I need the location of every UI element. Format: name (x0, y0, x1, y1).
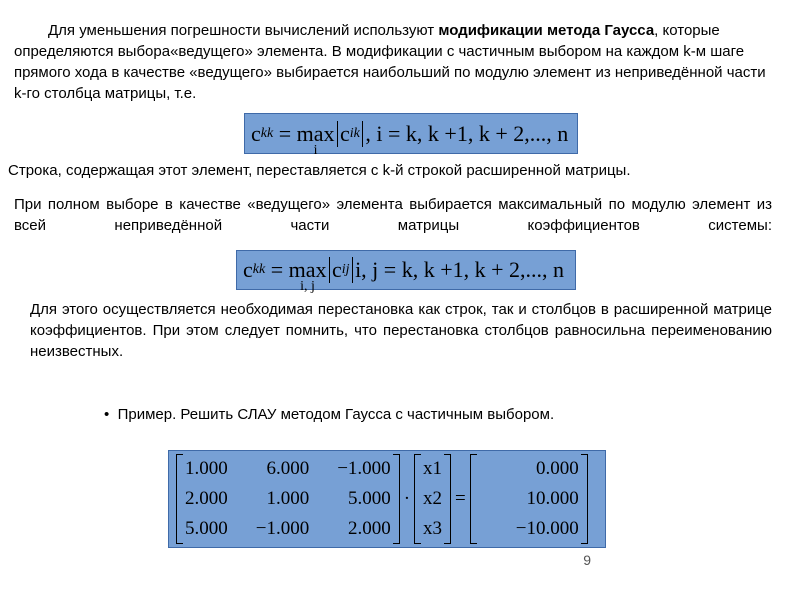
text: , которые определяются выбора«ведущего» элемента. В модификации с частичным выбором на каждом k-м шаге прямого хода в качестве «ведущего» выбирается наибольший по модулю элемент из неприведённой части k-го столбца матрицы, т.е. (14, 22, 766, 102)
row-swap-text: Строка, содержащая этот элемент, переставляется с k-й строкой расширенной матрицы. (8, 162, 631, 179)
f: i, j = k, k +1, k + 2,..., n (355, 257, 565, 282)
example-bullet (104, 404, 554, 425)
max-op (288, 257, 327, 294)
full-pivot-paragraph: При полном выборе в качестве «ведущего» элемента выбирается максимальный по модулю элемент из всей неприведённой части матрицы коэффициентов системы: (14, 196, 772, 234)
cell: 10.000 (526, 488, 579, 509)
f: = (278, 120, 292, 146)
cell: 6.000 (266, 458, 310, 479)
cell: x3 (423, 518, 443, 539)
bold-term: модификации метода Гаусса (438, 22, 655, 39)
cell: −1.000 (255, 518, 310, 539)
f: kk (252, 262, 266, 277)
f: c (251, 120, 261, 146)
f: c (332, 257, 342, 282)
cell: 0.000 (535, 458, 579, 479)
cell: 2.000 (347, 518, 391, 539)
cell: −10.000 (515, 518, 579, 539)
cell: 5.000 (347, 488, 391, 509)
f: max (288, 257, 327, 282)
cell: 1.000 (185, 458, 228, 479)
cell: 5.000 (185, 518, 228, 539)
formula-full-pivot (236, 250, 576, 294)
bullet-icon: • (104, 406, 118, 423)
f: c (340, 120, 350, 146)
text: Пример. Решить СЛАУ методом Гаусса с частичным выбором. (117, 406, 555, 423)
cell: −1.000 (337, 458, 391, 479)
unknowns-vector (414, 454, 451, 544)
dot: · (403, 488, 411, 509)
max-op (296, 120, 335, 158)
f: c (243, 257, 253, 282)
formula-partial-pivot (244, 113, 578, 158)
f: i, j (300, 279, 315, 294)
f: i (313, 142, 318, 158)
cell: 2.000 (185, 488, 228, 509)
cell: 1.000 (266, 488, 310, 509)
f: ik (349, 125, 360, 141)
equals: = (455, 488, 466, 509)
f: max (296, 120, 335, 146)
f: = (270, 257, 284, 282)
f: kk (260, 125, 274, 141)
intro-paragraph (14, 20, 782, 104)
f: , i = k, k +1, k + 2,..., n (365, 120, 569, 146)
f: ij (341, 262, 350, 277)
cell: x2 (423, 488, 443, 509)
coefficient-matrix (176, 454, 400, 544)
rhs-vector (470, 454, 588, 544)
page-number: 9 (583, 552, 591, 568)
cell: x1 (423, 458, 443, 479)
permutation-paragraph: Для этого осуществляется необходимая перестановка как строк, так и столбцов в расширенной матрице коэффициентов. При этом следует помнить, что перестановка столбцов равносильна переименованию неизвестных. (30, 301, 772, 360)
matrix-equation (168, 450, 606, 548)
text: Для уменьшения погрешности вычислений используют (48, 22, 439, 39)
